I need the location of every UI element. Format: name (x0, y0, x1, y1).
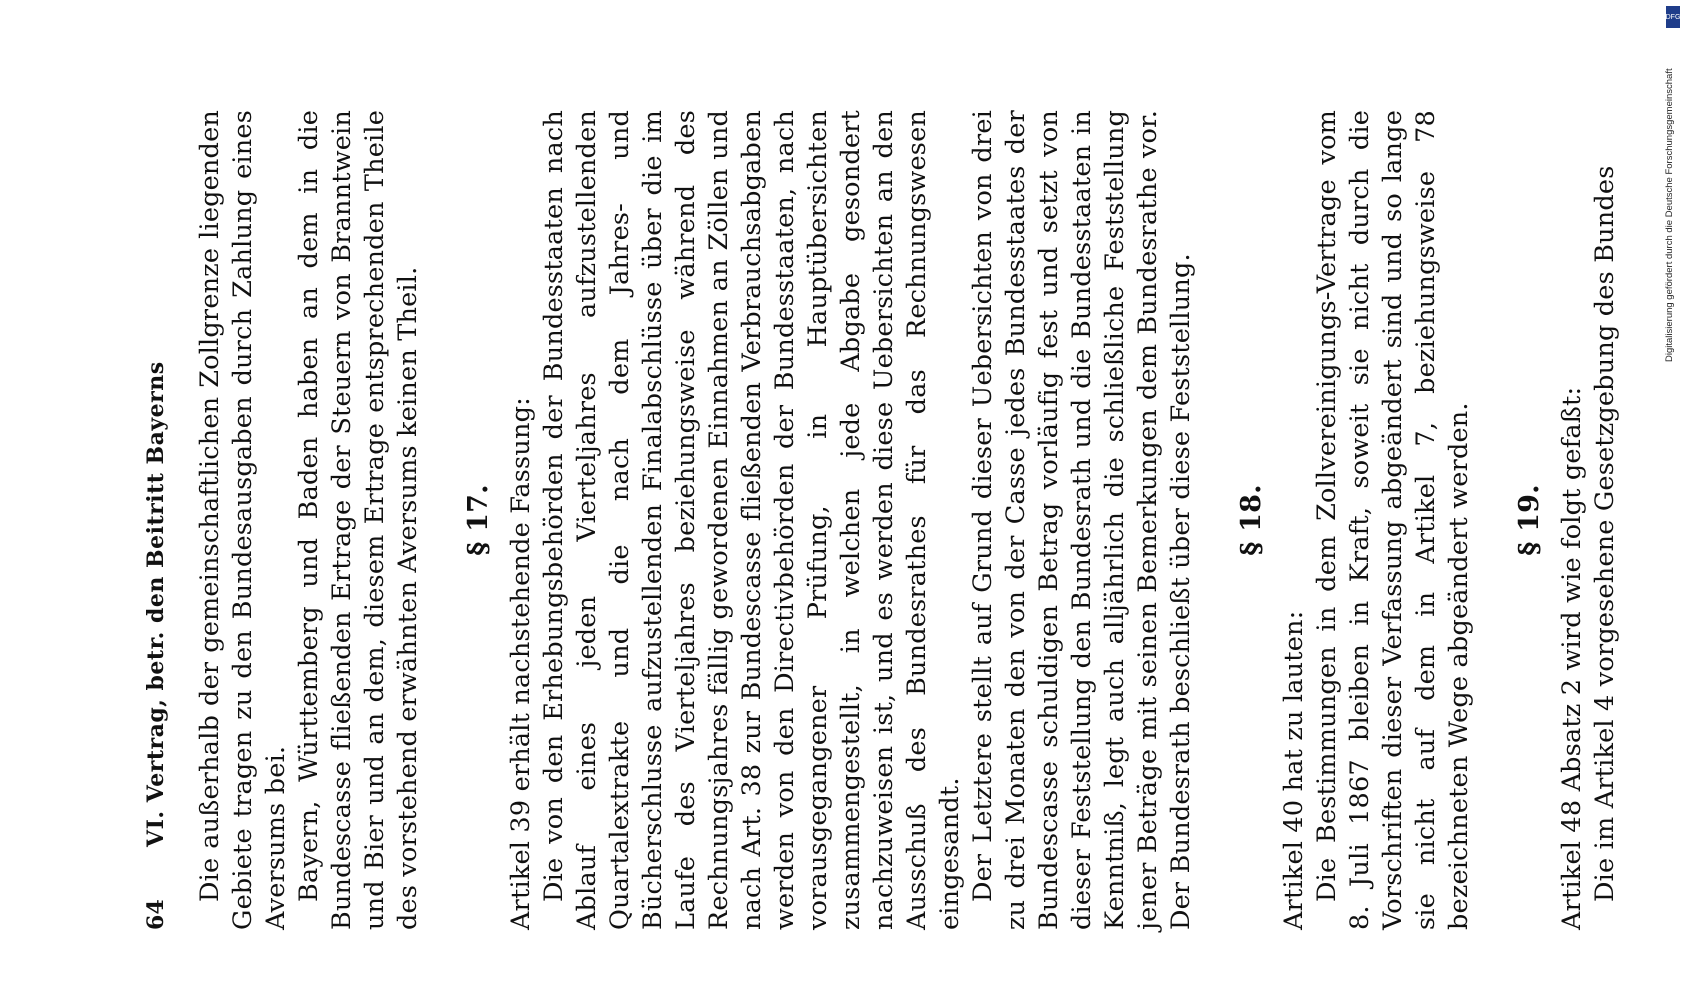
section-heading: § 17. (463, 484, 494, 556)
paragraph: Artikel 39 erhält nachstehende Fassung: (506, 397, 536, 930)
dfg-logo-text: DFG (1665, 13, 1681, 21)
paragraph: Bayern, Württemberg und Baden haben an dem in die Bundescasse fließenden Ertrage der Steuern von Branntwein und Bier und an dem, diesem Ertrage entsprechenden Theile des vorstehend erwähnten Aversums keinen Theil. (294, 110, 423, 930)
page-header (140, 110, 180, 930)
digitization-credit (1664, 2, 1678, 362)
paragraph: Artikel 48 Absatz 2 wird wie folgt gefaßt: (1557, 386, 1587, 930)
section-heading: § 18. (1236, 484, 1267, 556)
document-page (140, 110, 1620, 930)
running-head: VI. Vertrag, betr. den Beitritt Bayerns (143, 361, 169, 847)
dfg-logo (1666, 6, 1680, 28)
paragraph: Die Bestimmungen in dem Zollvereinigungs-Vertrage vom 8. Juli 1867 bleiben in Kraft, soweit sie nicht durch die Vorschriften dieser Verfassung abgeändert sind und so lange sie nicht auf dem in Artikel 7, beziehungsweise 78 bezeichneten Wege abgeändert werden. (1312, 110, 1474, 930)
section-heading: § 19. (1514, 484, 1545, 556)
digitization-credit-text: Digitalisierung gefördert durch die Deutsche Forschungsgemeinschaft (1664, 68, 1675, 362)
paragraph: Der Letztere stellt auf Grund dieser Uebersichten von drei zu drei Monaten den von der Casse jedes Bundesstaates der Bundescasse schuldigen Betrag vorläufig fest und setzt von dieser Feststellung den Bundesrath und die Bundesstaaten in Kenntniß, legt auch alljährlich die schließliche Feststellung jener Beträge mit seinen Bemerkungen dem Bundesrathe vor. Der Bundesrath beschließt über diese Feststellung. (968, 110, 1196, 930)
body-text (194, 110, 1622, 930)
paragraph: Artikel 40 hat zu lauten: (1279, 610, 1309, 930)
paragraph: Die von den Erhebungsbehörden der Bundesstaaten nach Ablauf eines jeden Vierteljahres aufzustellenden Quartalextrakte und die nach dem Jahres- und Bücherschlusse aufzustellenden Finalabschlüsse über die im Laufe des Vierteljahres beziehungsweise während des Rechnungsjahres fällig gewordenen Einnahmen an Zöllen und nach Art. 38 zur Bundescasse fließenden Verbrauchsabgaben werden von den Directivbehörden der Bundesstaaten, nach vorausgegangener Prüfung, in Hauptübersichten zusammengestellt, in welchen jede Abgabe gesondert nachzuweisen ist, und es werden diese Uebersichten an den Ausschuß des Bundesrathes für das Rechnungswesen eingesandt. (539, 110, 965, 930)
paragraph: Die im Artikel 4 vorgesehene Gesetzgebung des Bundes (1590, 165, 1620, 902)
paragraph: Die außerhalb der gemeinschaftlichen Zollgrenze liegenden Gebiete tragen zu den Bundesausgaben durch Zahlung eines Aversums bei. (195, 110, 291, 930)
page-number: 64 (143, 898, 169, 930)
